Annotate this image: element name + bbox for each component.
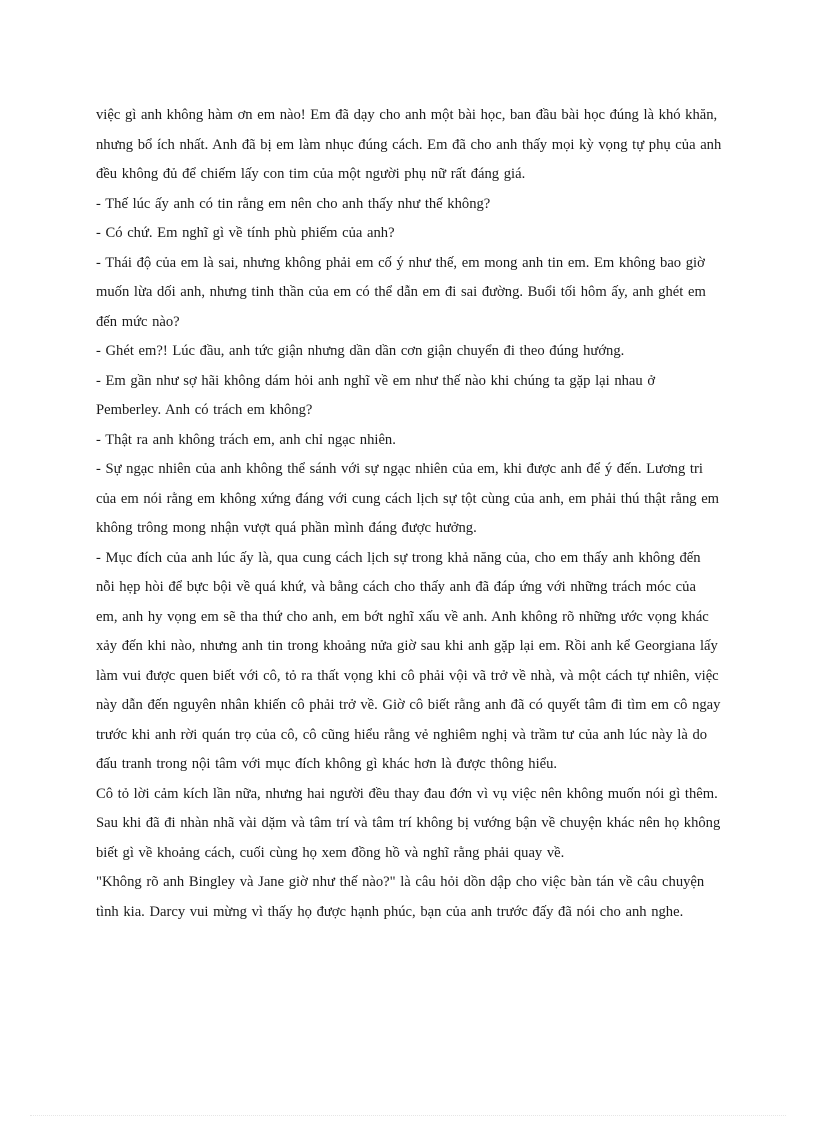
page-bottom-divider — [30, 1115, 786, 1116]
paragraph-4: - Thái độ của em là sai, nhưng không phải em cố ý như thế, em mong anh tin em. Em không bao giờ muốn lừa dối anh, nhưng tinh thần của em có thể dẫn em đi sai đường. Buổi tối hôm ấy, anh ghét em đến mức nào? — [96, 254, 706, 330]
paragraph-9: - Mục đích của anh lúc ấy là, qua cung cách lịch sự trong khả năng của, cho em thấy anh không đến nỗi hẹp hòi để bực bội về quá khứ, và bằng cách cho thấy anh đã đáp ứng với những trách móc của em, anh hy vọng em sẽ tha thứ cho anh, em bớt nghĩ xấu về anh. Anh không rõ những ước vọng khác xảy đến khi nào, nhưng anh tin trong khoảng nửa giờ sau khi anh gặp lại em. Rồi anh kể Georgiana lấy làm vui được quen biết với cô, tỏ ra thất vọng khi cô phải vội vã trở về nhà, và một cách tự nhiên, việc này dẫn đến nguyên nhân khiến cô phải trở về. Giờ cô biết rằng anh đã có quyết tâm đi tìm em cô ngay trước khi anh rời quán trọ của cô, cô cũng hiểu rằng vẻ nghiêm nghị và trầm tư của anh lúc này là do đấu tranh trong nội tâm với mục đích không gì khác hơn là được thông hiểu. — [96, 549, 721, 772]
paragraph-1: việc gì anh không hàm ơn em nào! Em đã dạy cho anh một bài học, ban đầu bài học đúng là khó khăn, nhưng bổ ích nhất. Anh đã bị em làm nhục đúng cách. Em đã cho anh thấy mọi kỳ vọng tự phụ của anh đều không đủ để chiếm lấy con tim của một người phụ nữ rất đáng giá. — [96, 107, 722, 182]
paragraph-8: - Sự ngạc nhiên của anh không thể sánh với sự ngạc nhiên của em, khi được anh để ý đến. Lương tri của em nói rằng em không xứng đáng với cung cách lịch sự tột cùng của anh, em phải thú thật rằng em không trông mong nhận vượt quá phần mình đáng được hưởng. — [96, 461, 720, 536]
body-text — [96, 101, 722, 927]
paragraph-7: - Thật ra anh không trách em, anh chỉ ngạc nhiên. — [96, 431, 396, 448]
paragraph-10: Cô tỏ lời cảm kích lần nữa, nhưng hai người đều thay đau đớn vì vụ việc nên không muốn nói gì thêm. — [96, 785, 718, 802]
paragraph-12: "Không rõ anh Bingley và Jane giờ như thế nào?" là câu hỏi dồn dập cho việc bàn tán về câu chuyện tình kia. Darcy vui mừng vì thấy họ được hạnh phúc, bạn của anh trước đấy đã nói cho anh nghe. — [96, 874, 705, 920]
paragraph-5: - Ghét em?! Lúc đầu, anh tức giận nhưng dần dần cơn giận chuyển đi theo đúng hướng. — [96, 343, 625, 359]
paragraph-2: - Thế lúc ấy anh có tin rằng em nên cho anh thấy như thế không? — [96, 195, 491, 212]
paragraph-11: Sau khi đã đi nhàn nhã vài dặm và tâm trí và tâm trí không bị vướng bận về chuyện khác nên họ không biết gì về khoảng cách, cuối cùng họ xem đồng hồ và nghĩ rằng phải quay về. — [96, 815, 721, 861]
paragraph-6: - Em gần như sợ hãi không dám hỏi anh nghĩ về em như thế nào khi chúng ta gặp lại nhau ở Pemberley. Anh có trách em không? — [96, 372, 656, 418]
paragraph-3: - Có chứ. Em nghĩ gì về tính phù phiếm của anh? — [96, 225, 395, 241]
